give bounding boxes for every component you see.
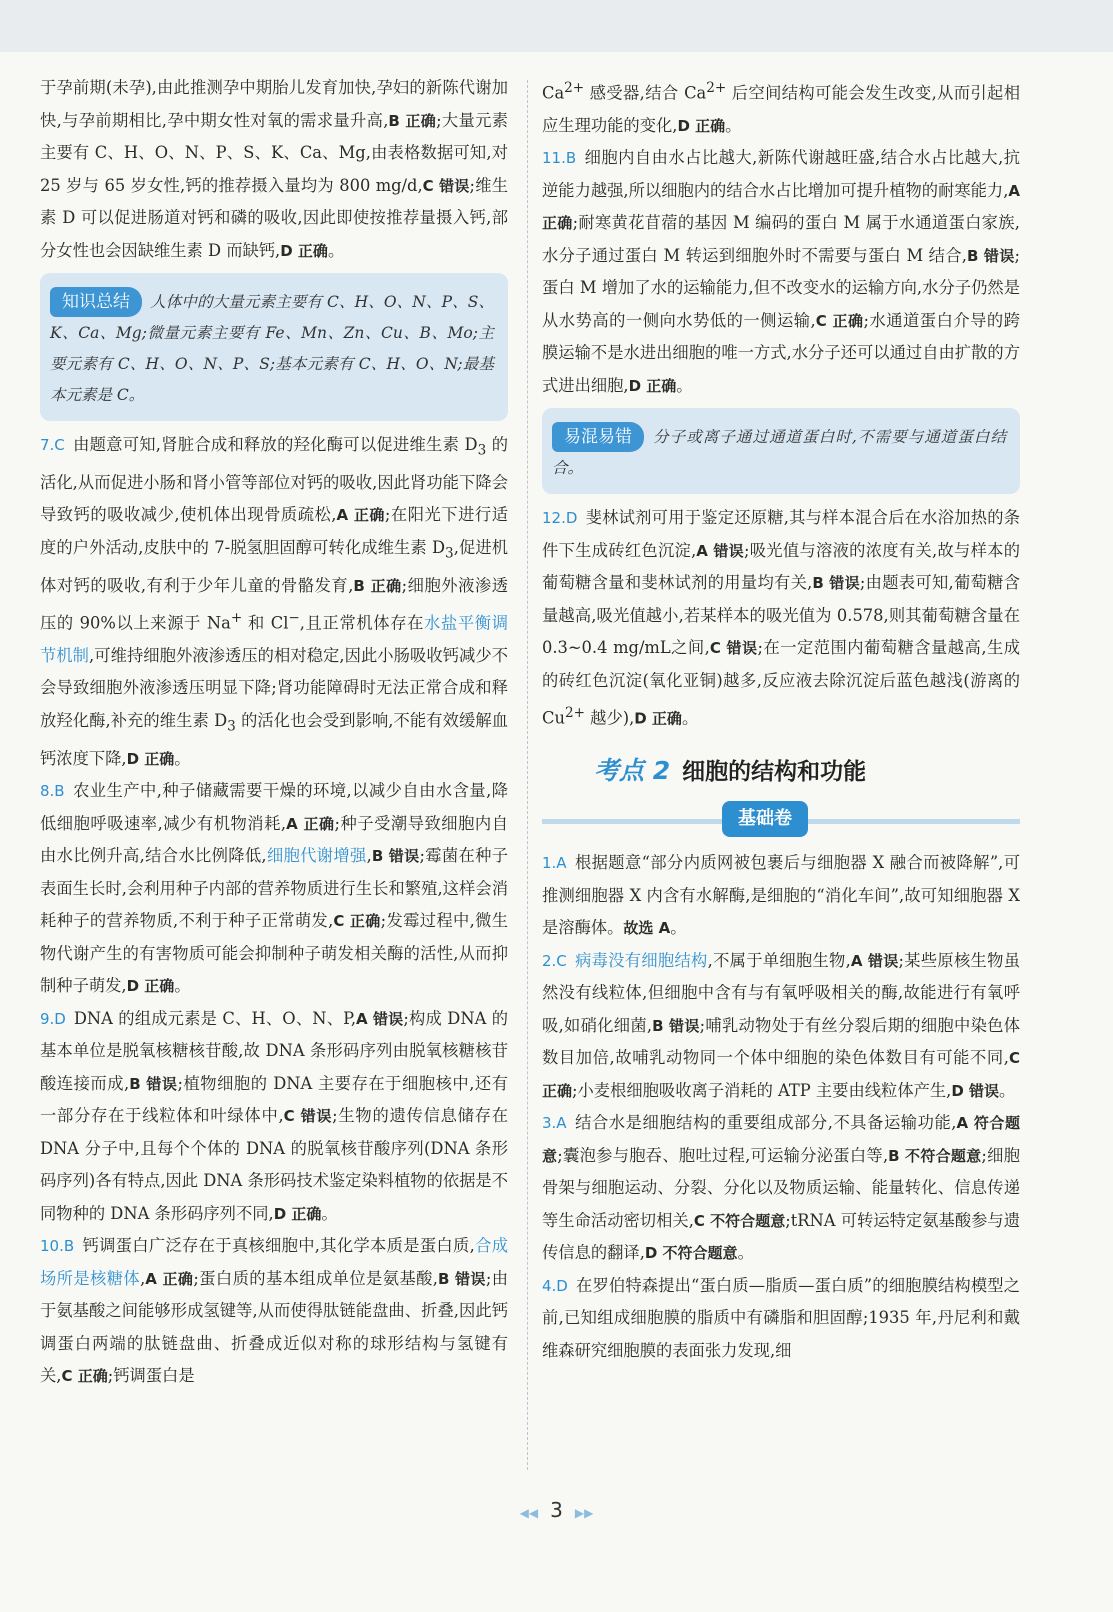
answer-verdict: 故选 A	[623, 919, 671, 938]
answer-11	[542, 142, 1020, 402]
text-run: ;水通道蛋白介导的跨膜运输不是水进出细胞的唯一方式,水分子还可以通过自由扩散的方式进出细胞,	[542, 310, 1021, 395]
answer-verdict: D 正确	[126, 749, 175, 768]
answer-verdict: D 正确	[634, 709, 682, 728]
text-run: ;霉菌在种子表面生长时,会利用种子内部的营养物质进行生长和繁殖,这样会消耗种子的营养物质,不利于种子正常萌发,	[40, 846, 509, 931]
text-run: ;囊泡参与胞吞、胞吐过程,可运输分泌蛋白等,	[557, 1145, 889, 1165]
knowledge-summary-text: 人体中的大量元素主要有 C、H、O、N、P、S、K、Ca、Mg;微量元素主要有 Fe、Mn、Zn、Cu、B、Mo;主要元素有 C、H、O、N、P、S;基本元素有 C、H、O、N;最基本元素是 C。	[50, 293, 494, 404]
question-number: 11.B	[542, 149, 577, 168]
basic-paper-band	[542, 799, 1020, 843]
text-run: ;发霉过程中,微生物代谢产生的有害物质可能会抑制种子萌发相关酶的活性,从而抑制种子萌发,	[40, 911, 508, 996]
answer-verdict: C 错误	[422, 176, 470, 195]
answer-verdict: D 正确	[628, 376, 677, 395]
text-run: 农业生产中,种子储藏需要干燥的环境,以减少自由水含量,降低细胞呼吸速率,减少有机物消耗,	[40, 781, 508, 833]
answer-12	[542, 502, 1020, 735]
text-run: 斐林试剂可用于鉴定还原糖,其与样本混合后在水浴加热的条件下生成砖红色沉淀,	[542, 508, 1020, 560]
text-run: 根据题意“部分内质网被包裹后与细胞器 X 融合而被降解”,可推测细胞器 X 内含有水解酶,是细胞的“消化车间”,故可知细胞器 X 是溶酶体。	[542, 853, 1020, 938]
text-run: 。	[681, 708, 699, 728]
text-run: ;维生素 D 可以促进肠道对钙和磷的吸收,因此即使按推荐量摄入钙,部分女性也会因缺维生素 D 而缺钙,	[40, 175, 508, 260]
text-run: ,	[140, 1268, 146, 1288]
question-number: 9.D	[40, 1009, 66, 1028]
knowledge-summary-box	[40, 273, 508, 421]
section-heading	[542, 749, 1020, 793]
answer-verdict: D 错误	[951, 1081, 1000, 1100]
answer-verdict: B 错误	[812, 574, 860, 593]
top-strip	[0, 0, 1113, 52]
text-run: 感受器,结合 Ca	[584, 83, 707, 103]
text-run: ;由题表可知,葡萄糖含量越高,吸光值越小,若某样本的吸光值为 0.578,则其葡萄糖含量在 0.3~0.4 mg/mL之间,	[542, 573, 1020, 658]
confusion-warning-box	[542, 408, 1020, 494]
answer-verdict: A 错误	[850, 951, 899, 970]
text-run: 钙调蛋白广泛存在于真核细胞中,其化学本质是蛋白质,	[82, 1236, 475, 1256]
text-run: 结合水是细胞结构的重要组成部分,不具备运输功能,	[574, 1113, 957, 1133]
right-column	[542, 72, 1020, 1367]
text-run: ;哺乳动物处于有丝分裂后期的细胞中染色体数目加倍,故哺乳动物同一个体中细胞的染色体数目有可能不同,	[542, 1015, 1020, 1068]
text-run: 由题意可知,肾脏合成和释放的羟化酶可以促进维生素 D	[72, 435, 478, 454]
question-number: 4.D	[542, 1276, 568, 1295]
superscript: 2+	[564, 80, 585, 96]
confusion-warning-text: 分子或离子通过通道蛋白时,不需要与通道蛋白结合。	[552, 428, 1006, 478]
text-run: 。	[174, 976, 191, 996]
page-number: 3	[550, 1498, 563, 1522]
text-run: 细胞内自由水占比越大,新陈代谢越旺盛,结合水占比越大,抗逆能力越强,所以细胞内的结合水占比增加可提升植物的耐寒能力,	[542, 148, 1020, 200]
highlighted-term: 病毒没有细胞结构	[574, 950, 708, 970]
text-run: 和 Cl	[242, 613, 289, 633]
answer-verdict: B 错误	[966, 246, 1015, 265]
question-number: 3.A	[542, 1114, 567, 1133]
answer-verdict: B 正确	[388, 111, 437, 130]
left-column	[40, 72, 508, 1393]
answer-verdict: B 错误	[437, 1269, 486, 1288]
text-run: 。	[676, 375, 693, 395]
answer-verdict: A 正确	[336, 506, 385, 525]
answer-verdict: C 不符合题意	[693, 1211, 786, 1230]
answer-verdict: D 正确	[126, 977, 175, 996]
text-run: 。	[737, 1243, 754, 1263]
answer-verdict: A 正确	[286, 814, 335, 833]
question-number: 1.A	[542, 854, 567, 873]
text-run: ;吸光值与溶液的浓度有关,故与样本的葡萄糖含量和斐林试剂的用量均有关,	[542, 540, 1020, 593]
answer-7	[40, 429, 508, 775]
section2-answer-2	[542, 945, 1020, 1108]
continued-answer-6	[40, 72, 508, 267]
question-number: 12.D	[542, 509, 578, 528]
text-run: ;耐寒黄花苜蓿的基因 M 编码的蛋白 M 属于水通道蛋白家族,水分子通过蛋白 M 转运到细胞外时不需要与蛋白 M 结合,	[542, 213, 1020, 265]
text-run: ,可维持细胞外液渗透压的相对稳定,因此小肠吸收钙减少不会导致细胞外液渗透压明显下降;肾功能障碍时无法正常合成和释放羟化酶,补充的维生素 D	[40, 645, 508, 730]
question-number: 2.C	[542, 951, 567, 970]
answer-verdict: C 错误	[709, 639, 758, 658]
answer-verdict: D 正确	[280, 241, 328, 260]
answer-verdict: D 不符合题意	[644, 1244, 738, 1263]
text-run: ;小麦根细胞吸收离子消耗的 ATP 主要由线粒体产生,	[572, 1080, 952, 1100]
text-run: ;某些原核生物虽然没有线粒体,但细胞中含有与有氧呼吸相关的酶,故能进行有氧呼吸,如硝化细菌,	[542, 950, 1020, 1035]
text-run: 后空间结构可能会发生改变,从而引起相应生理功能的变化,	[542, 83, 1020, 135]
text-run: 的活化,从而促进小肠和肾小管等部位对钙的吸收,因此肾功能下降会导致钙的吸收减少,使机体出现骨质疏松,	[40, 435, 508, 525]
answer-verdict: A 符合题意	[542, 1114, 1020, 1165]
answer-verdict: C 错误	[283, 1107, 333, 1126]
text-run: ;细胞骨架与细胞运动、分裂、分化以及物质运输、能量转化、信息传递等生命活动密切相关,	[542, 1145, 1020, 1230]
text-run: ;大量元素主要有 C、H、O、N、P、S、K、Ca、Mg,由表格数据可知,对 25 岁与 65 岁女性,钙的推荐摄入量均为 800 mg/d,	[40, 110, 509, 195]
text-run: ;由于氨基酸之间能够形成氢键等,从而使得肽链能盘曲、折叠,因此钙调蛋白两端的肽链盘曲、折叠成近似对称的球形结构与氢键有关,	[40, 1268, 508, 1386]
text-run: DNA 的组成元素是 C、H、O、N、P,	[73, 1008, 356, 1028]
answer-verdict: B 错误	[652, 1016, 700, 1035]
text-run: 。	[321, 1203, 338, 1223]
section-name: 细胞的结构和功能	[682, 759, 867, 786]
answer-verdict: A 错误	[356, 1009, 404, 1028]
question-number: 8.B	[40, 782, 65, 801]
text-run: ;生物的遗传信息储存在 DNA 分子中,且每个个体的 DNA 的脱氧核苷酸序列(DNA 条形码序列)各有特点,因此 DNA 条形码技术鉴定染料植物的依据是不同物种的 DNA 条形码序列不同,	[40, 1106, 508, 1223]
answer-verdict: B 不符合题意	[888, 1146, 982, 1165]
answer-verdict: A 错误	[696, 541, 744, 560]
answer-10	[40, 1230, 508, 1393]
superscript: +	[230, 610, 243, 626]
highlighted-term: 细胞代谢增强	[266, 846, 367, 866]
text-run: 。	[670, 918, 687, 938]
section2-answer-1	[542, 847, 1020, 945]
highlighted-term: 水盐平衡调节机制	[40, 613, 508, 665]
subscript: 3	[477, 442, 487, 459]
answer-9	[40, 1003, 508, 1231]
answer-verdict: A 正确	[542, 181, 1020, 233]
text-run: ;种子受潮导致细胞内自由水比例升高,结合水比例降低,	[40, 813, 508, 866]
text-run: 。	[174, 748, 191, 768]
text-run: ,	[366, 846, 372, 866]
text-run: 。	[327, 240, 345, 260]
answer-verdict: D 正确	[273, 1204, 322, 1223]
text-run: ;tRNA 可转运特定氨基酸参与遗传信息的翻译,	[542, 1210, 1021, 1263]
text-run: ;植物细胞的 DNA 主要存在于细胞核中,还有一部分存在于线粒体和叶绿体中,	[40, 1073, 508, 1126]
text-run: ,不属于单细胞生物,	[707, 950, 851, 970]
answer-8	[40, 775, 508, 1003]
answer-verdict: B 错误	[129, 1074, 178, 1093]
superscript: 2+	[564, 705, 585, 722]
answer-verdict: B 错误	[371, 847, 420, 866]
text-run: 越少),	[584, 708, 635, 728]
basic-paper-label: 基础卷	[722, 801, 808, 837]
answer-verdict: C 正确	[815, 311, 864, 330]
question-number: 7.C	[40, 436, 65, 454]
text-run: ;在阳光下进行适度的户外活动,皮肤中的 7-脱氢胆固醇可转化成维生素 D	[40, 505, 508, 557]
confusion-warning-tag: 易混易错	[552, 422, 644, 452]
continued-answer-10	[542, 72, 1020, 142]
text-run: ;细胞外液渗透压的 90%以上来源于 Na	[40, 575, 508, 633]
text-run: 。	[725, 115, 742, 135]
answer-verdict: C 正确	[333, 912, 381, 931]
answer-verdict: D 正确	[677, 116, 726, 135]
prev-page-icon[interactable]: ◀◀	[519, 1506, 539, 1520]
text-run: 。	[999, 1080, 1016, 1100]
text-run: 于孕前期(未孕),由此推测孕中期胎儿发育加快,孕妇的新陈代谢加快,与孕前期相比,孕中期女性对氧的需求量升高,	[40, 78, 508, 130]
superscript: 2+	[706, 80, 727, 96]
superscript: −	[288, 610, 300, 626]
section-number: 考点 2	[594, 756, 671, 786]
text-run: ;钙调蛋白是	[107, 1366, 195, 1386]
subscript: 3	[227, 718, 236, 735]
question-number: 10.B	[40, 1237, 75, 1256]
subscript: 3	[445, 545, 454, 561]
text-run: ;蛋白 M 增加了水的运输能力,但不改变水的运输方向,水分子仍然是从水势高的一侧向水势低的一侧运输,	[542, 245, 1020, 330]
highlighted-term: 合成场所是核糖体	[40, 1236, 508, 1288]
text-run: 的活化也会受到影响,不能有效缓解血钙浓度下降,	[40, 710, 509, 768]
knowledge-summary-tag: 知识总结	[50, 287, 142, 317]
next-page-icon[interactable]: ▶▶	[574, 1506, 594, 1520]
text-run: ,且正常机体存在	[299, 613, 425, 633]
section2-answer-4	[542, 1270, 1020, 1368]
answer-verdict: A 正确	[145, 1269, 194, 1288]
answer-verdict: B 正确	[353, 576, 402, 595]
text-run: ;在一定范围内葡萄糖含量越高,生成的砖红色沉淀(氧化亚铜)越多,反应液去除沉淀后蓝色越浅(游离的 Cu	[542, 638, 1021, 728]
section2-answer-3	[542, 1107, 1020, 1270]
text-run: ;构成 DNA 的基本单位是脱氧核糖核苷酸,故 DNA 条形码序列由脱氧核糖核苷酸连接而成,	[40, 1008, 508, 1093]
text-run: 在罗伯特森提出“蛋白质—脂质—蛋白质”的细胞膜结构模型之前,已知组成细胞膜的脂质中有磷脂和胆固醇;1935 年,丹尼利和戴维森研究细胞膜的表面张力发现,细	[542, 1275, 1020, 1360]
text-run: ,促进机体对钙的吸收,有利于少年儿童的骨骼发育,	[40, 537, 508, 595]
page-footer	[0, 1498, 1113, 1522]
column-divider	[527, 80, 528, 1470]
answer-verdict: C 正确	[61, 1367, 108, 1386]
text-run: Ca	[542, 83, 565, 103]
answer-verdict: C 正确	[542, 1049, 1020, 1100]
text-run: ;蛋白质的基本组成单位是氨基酸,	[193, 1268, 438, 1288]
